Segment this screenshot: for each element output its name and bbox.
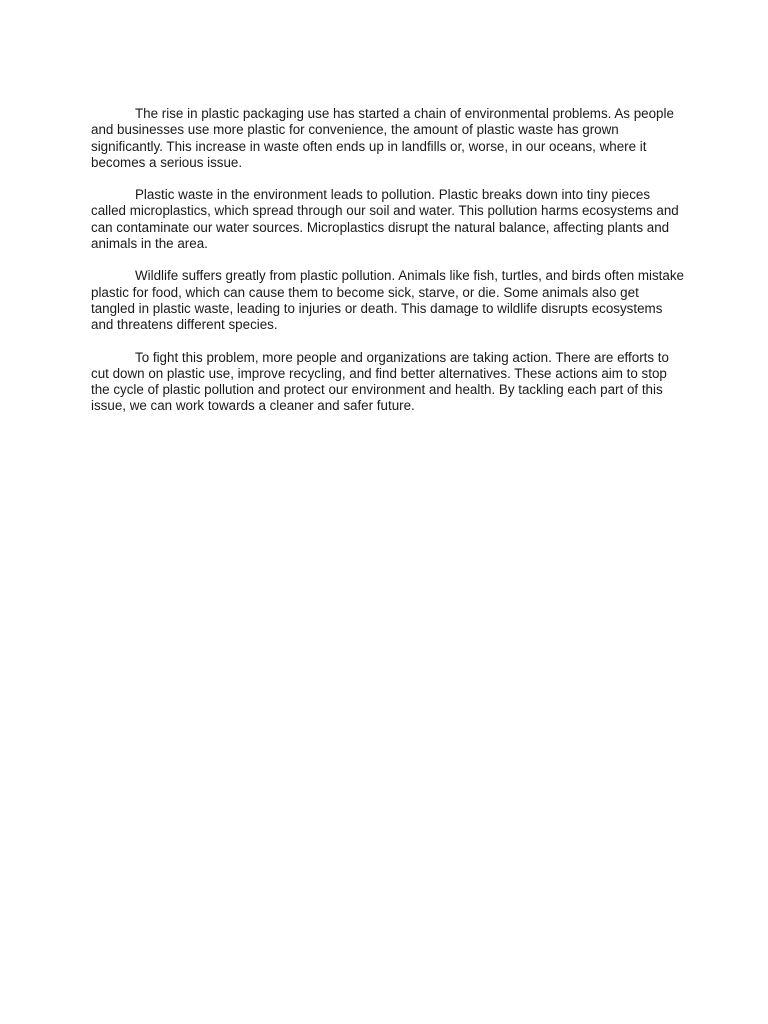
paragraph-4: To fight this problem, more people and organizations are taking action. There are efforts to cut down on plastic use, improve recycling, and find better alternatives. These actions aim to stop the cycle of plastic pollution and protect our environment and health. By tackling each part of this issue, we can work towards a cleaner and safer future. [91, 349, 669, 414]
paragraph-3: Wildlife suffers greatly from plastic pollution. Animals like fish, turtles, and birds often mistake plastic for food, which can cause them to become sick, starve, or die. Some animals also get tangled in plastic waste, leading to injuries or death. This damage to wildlife disrupts ecosystems and threatens different species. [91, 268, 684, 333]
paragraph-2: Plastic waste in the environment leads to pollution. Plastic breaks down into tiny pieces called microplastics, which spread through our soil and water. This pollution harms ecosystems and can contaminate our water sources. Microplastics disrupt the natural balance, affecting plants and animals in the area. [91, 187, 679, 252]
paragraph-1: The rise in plastic packaging use has started a chain of environmental problems. As people and businesses use more plastic for convenience, the amount of plastic waste has grown significantly. This increase in waste often ends up in landfills or, worse, in our oceans, where it becomes a serious issue. [91, 106, 674, 170]
document-body [91, 106, 685, 431]
